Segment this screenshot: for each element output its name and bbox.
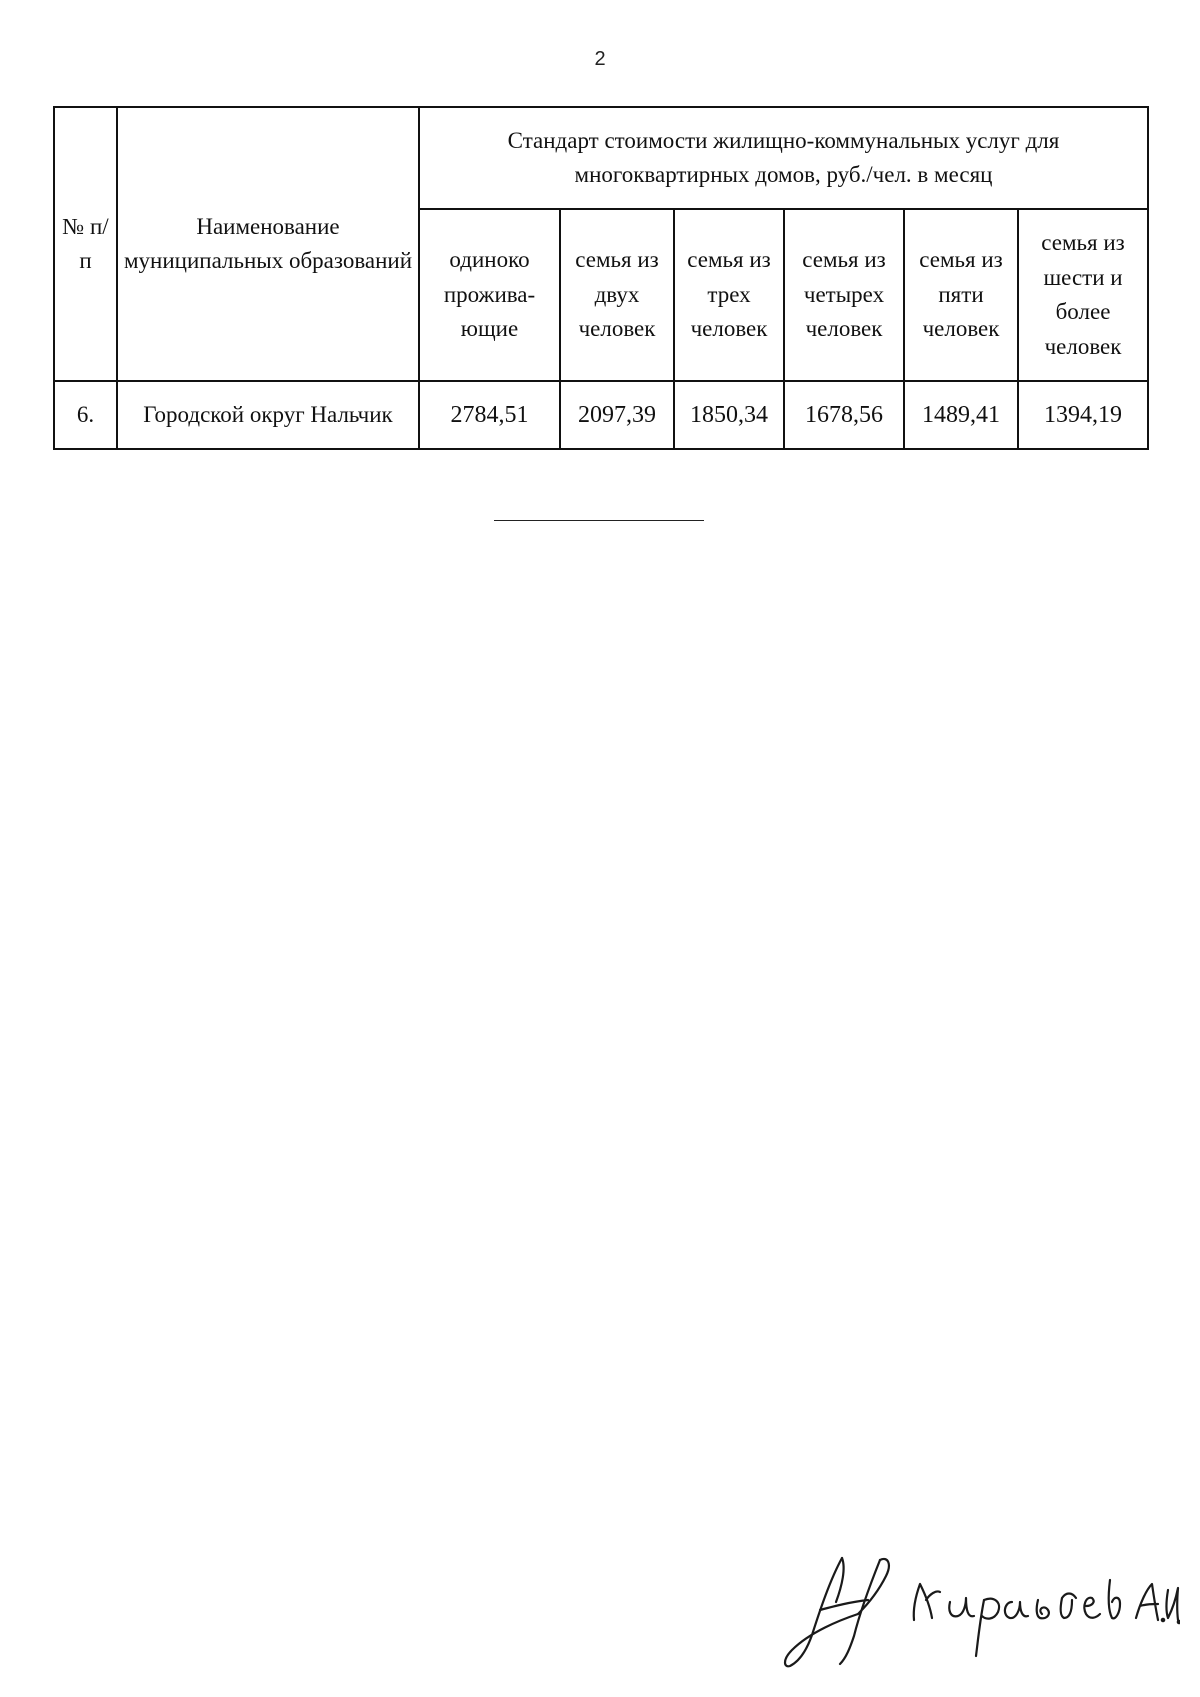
header-family-of-six-plus: семья из шести и более человек (1018, 209, 1148, 381)
value-family-of-five: 1489,41 (904, 381, 1018, 449)
header-family-of-five: семья из пяти человек (904, 209, 1018, 381)
handwritten-signature (780, 1540, 1180, 1670)
tariff-table (53, 106, 1149, 450)
value-family-of-three: 1850,34 (674, 381, 784, 449)
value-single-resident: 2784,51 (419, 381, 560, 449)
value-family-of-six-plus: 1394,19 (1018, 381, 1148, 449)
table-row (54, 381, 1148, 449)
header-single-resident: одиноко прожива-ющие (419, 209, 560, 381)
value-family-of-two: 2097,39 (560, 381, 674, 449)
header-municipality-name: Наименование муниципальных образований (117, 107, 419, 381)
end-separator-line (494, 520, 704, 521)
header-family-of-three: семья из трех человек (674, 209, 784, 381)
header-family-of-four: семья из четырех человек (784, 209, 904, 381)
header-row-number: № п/п (54, 107, 117, 381)
value-family-of-four: 1678,56 (784, 381, 904, 449)
row-number: 6. (54, 381, 117, 449)
municipality-name: Городской округ Нальчик (117, 381, 419, 449)
header-cost-standard: Стандарт стоимости жилищно-коммунальных услуг для многоквартирных домов, руб./чел. в месяц (419, 107, 1148, 209)
page-number: 2 (594, 48, 606, 70)
header-family-of-two: семья из двух человек (560, 209, 674, 381)
